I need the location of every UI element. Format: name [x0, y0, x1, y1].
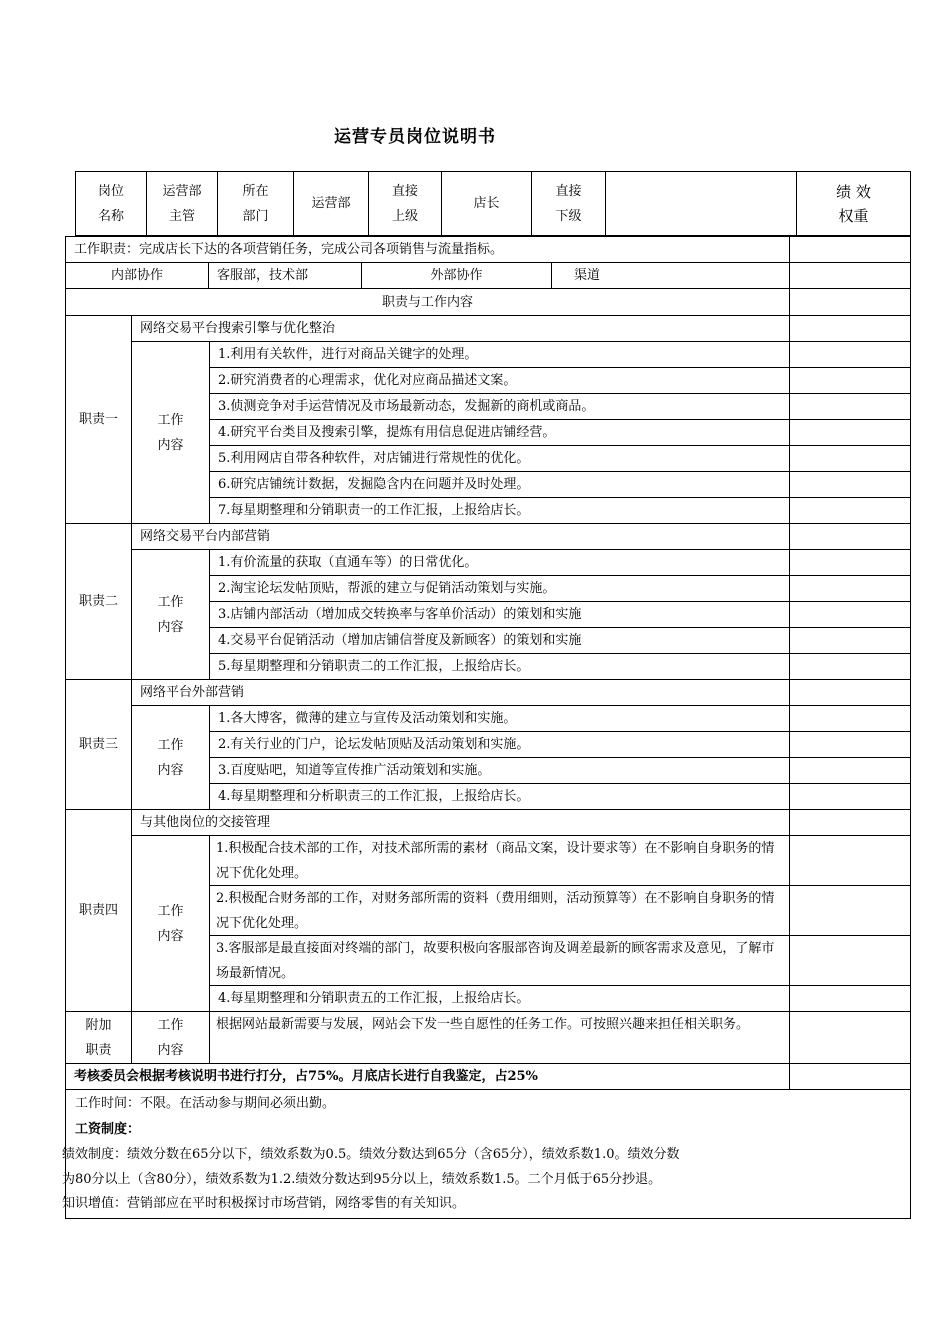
- weight-cell: [789, 731, 911, 758]
- label-line: 内容: [157, 437, 184, 453]
- performance-line1: 绩效制度：绩效分数在65分以下，绩效系数为0.5。绩效分数达到65分（含65分），绩效系数1.0。绩效分数: [62, 1147, 680, 1162]
- weight-cell: [789, 627, 911, 654]
- weight-cell: [789, 653, 911, 680]
- position-label: [75, 171, 147, 236]
- weight-cell: [789, 236, 911, 263]
- duty-item: 3.侦测竞争对手运营情况及市场最新动态，发掘新的商机或商品。: [209, 393, 790, 420]
- internal-collab-value: 客服部，技术部: [208, 262, 362, 289]
- weight-cell: [789, 523, 911, 550]
- duty-item: 5.每星期整理和分销职责二的工作汇报，上报给店长。: [209, 653, 790, 680]
- department-label: [217, 171, 294, 236]
- duty-item: 1.各大博客，微薄的建立与宣传及活动策划和实施。: [209, 705, 790, 732]
- label-line: 工作: [157, 594, 184, 610]
- salary-title: 工资制度：: [75, 1122, 141, 1137]
- duty-item: 4.交易平台促销活动（增加店铺信誉度及新顾客）的策划和实施: [209, 627, 790, 654]
- label-line: 工作: [157, 903, 184, 919]
- duty-item: 1.利用有关软件，进行对商品关键字的处理。: [209, 341, 790, 368]
- label-line: 职责: [85, 1042, 112, 1058]
- weight-cell: [789, 1063, 911, 1090]
- superior-label-line2: 上级: [391, 208, 418, 224]
- position-label-line2: 名称: [97, 208, 124, 224]
- duty-item: 2.有关行业的门户，论坛发帖顶贴及活动策划和实施。: [209, 731, 790, 758]
- duty-item: 5.利用网店自带各种软件，对店铺进行常规性的优化。: [209, 445, 790, 472]
- label-line: 内容: [157, 1042, 184, 1058]
- performance-line2: 为80分以上（含80分），绩效系数为1.2.绩效分数达到95分以上，绩效系数1.5。二个月低于65分抄退。: [62, 1172, 662, 1187]
- assessment: 考核委员会根据考核说明书进行打分，占75%。月底店长进行自我鉴定，占25%: [65, 1063, 790, 1090]
- label-line: 工作: [157, 1017, 184, 1033]
- label-line: 附加: [85, 1017, 112, 1033]
- superior-label-line1: 直接: [391, 183, 418, 199]
- weight-cell: [789, 315, 911, 342]
- work-content-label: [131, 341, 210, 524]
- work-time: 工作时间：不限。在活动参与期间必须出勤。: [75, 1096, 336, 1111]
- department-label-line2: 部门: [242, 208, 269, 224]
- duty-item: 7.每星期整理和分销职责一的工作汇报，上报给店长。: [209, 497, 790, 524]
- weight-cell: [789, 471, 911, 498]
- position-label-line1: 岗位: [97, 183, 124, 199]
- weight-cell: [789, 575, 911, 602]
- weight-cell: [789, 497, 911, 524]
- weight-label-line1: 绩 效: [836, 182, 871, 201]
- duty-name: 职责三: [65, 679, 132, 810]
- duty-item: 3.百度贴吧，知道等宣传推广活动策划和实施。: [209, 757, 790, 784]
- position-value: [146, 171, 218, 236]
- superior-label: [368, 171, 442, 236]
- weight-cell: [789, 985, 911, 1012]
- duty-item: 4.研究平台类目及搜索引擎，提炼有用信息促进店铺经营。: [209, 419, 790, 446]
- duty-item: 2.淘宝论坛发帖顶贴，帮派的建立与促销活动策划与实施。: [209, 575, 790, 602]
- work-content-label: [131, 549, 210, 680]
- weight-label-line2: 权重: [838, 206, 869, 225]
- additional-text: 根据网站最新需要与发展，网站会下发一些自愿性的任务工作。可按照兴趣来担任相关职务。: [209, 1011, 790, 1064]
- page-title: 运营专员岗位说明书: [334, 127, 496, 147]
- weight-cell: [789, 679, 911, 706]
- weight-cell: [789, 549, 911, 576]
- label-line: 内容: [157, 928, 184, 944]
- position-value-line2: 主管: [168, 208, 195, 224]
- subordinate-value: [605, 171, 797, 236]
- weight-cell: [789, 835, 911, 886]
- additional-label: [65, 1011, 132, 1064]
- duty-topic: 网络交易平台搜索引擎与优化整治: [131, 315, 790, 342]
- label-line: 内容: [157, 762, 184, 778]
- weight-cell: [789, 262, 911, 289]
- weight-cell: [789, 1011, 911, 1064]
- external-collab-label: 外部协作: [361, 262, 552, 289]
- work-content-label: [131, 1011, 210, 1064]
- weight-cell: [789, 445, 911, 472]
- weight-cell: [789, 885, 911, 936]
- weight-cell: [789, 935, 911, 986]
- duty-item: 3.客服部是最直接面对终端的部门，故要积极向客服部咨询及调差最新的顾客需求及意见，了解市场最新情况。: [209, 935, 790, 986]
- weight-label: [796, 171, 911, 236]
- duty-item: 4.每星期整理和分销职责五的工作汇报，上报给店长。: [209, 985, 790, 1012]
- work-content-label: [131, 705, 210, 810]
- duty-topic: 网络交易平台内部营销: [131, 523, 790, 550]
- duty-topic: 网络平台外部营销: [131, 679, 790, 706]
- subordinate-label-line1: 直接: [555, 183, 582, 199]
- duties-header: 职责与工作内容: [65, 288, 790, 316]
- label-line: 工作: [157, 412, 184, 428]
- duty-name: 职责二: [65, 523, 132, 680]
- weight-cell: [789, 809, 911, 836]
- knowledge: 知识增值：营销部应在平时积极探讨市场营销，网络零售的有关知识。: [62, 1196, 466, 1211]
- position-value-line1: 运营部: [162, 183, 202, 199]
- subordinate-label: [531, 171, 606, 236]
- duty-item: 2.研究消费者的心理需求，优化对应商品描述文案。: [209, 367, 790, 394]
- subordinate-label-line2: 下级: [555, 208, 582, 224]
- duty-item: 4.每星期整理和分析职责三的工作汇报，上报给店长。: [209, 783, 790, 810]
- duty-item: 1.积极配合技术部的工作，对技术部所需的素材（商品文案，设计要求等）在不影响自身职务的情况下优化处理。: [209, 835, 790, 886]
- department-label-line1: 所在: [242, 183, 269, 199]
- duty-name: 职责一: [65, 315, 132, 524]
- responsibility-summary: 工作职责：完成店长下达的各项营销任务，完成公司各项销售与流量指标。: [65, 236, 790, 263]
- duty-topic: 与其他岗位的交接管理: [131, 809, 790, 836]
- superior-value: 店长: [441, 171, 532, 236]
- external-collab-value: 渠道: [551, 262, 790, 289]
- label-line: 工作: [157, 737, 184, 753]
- weight-cell: [789, 757, 911, 784]
- duty-item: 6.研究店铺统计数据，发掘隐含内在问题并及时处理。: [209, 471, 790, 498]
- weight-cell: [789, 783, 911, 810]
- weight-cell: [789, 367, 911, 394]
- internal-collab-label: 内部协作: [65, 262, 209, 289]
- weight-cell: [789, 705, 911, 732]
- work-content-label: [131, 835, 210, 1012]
- duty-item: 3.店铺内部活动（增加成交转换率与客单价活动）的策划和实施: [209, 601, 790, 628]
- weight-cell: [789, 419, 911, 446]
- weight-cell: [789, 393, 911, 420]
- weight-cell: [789, 288, 911, 316]
- department-value: 运营部: [293, 171, 369, 236]
- duty-item: 1.有价流量的获取（直通车等）的日常优化。: [209, 549, 790, 576]
- duty-name: 职责四: [65, 809, 132, 1012]
- duty-item: 2.积极配合财务部的工作，对财务部所需的资料（费用细则，活动预算等）在不影响自身职务的情况下优化处理。: [209, 885, 790, 936]
- label-line: 内容: [157, 619, 184, 635]
- weight-cell: [789, 341, 911, 368]
- weight-cell: [789, 601, 911, 628]
